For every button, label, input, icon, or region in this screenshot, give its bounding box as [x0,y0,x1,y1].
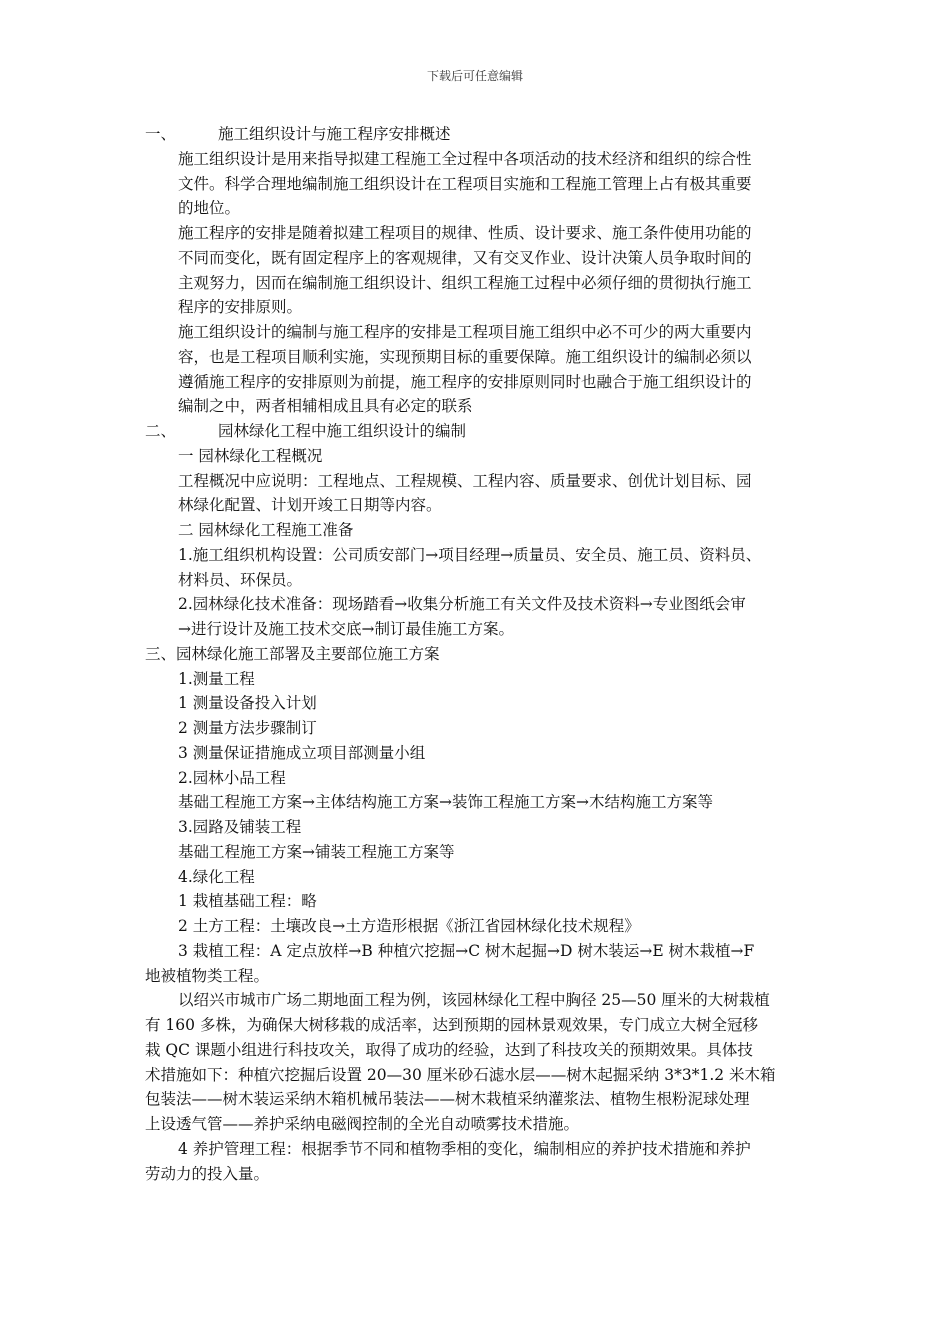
line-s2-b2: 材料员、环保员。 [178,570,303,589]
line-p4-1: 以绍兴市城市广场二期地面工程为例，该园林绿化工程中胸径 25—50 厘米的大树栽植 [178,991,770,1010]
line-s2-b3: 2.园林绿化技术准备：现场踏看→收集分析施工有关文件及技术资料→专业图纸会审 [178,595,746,614]
section-number: 一、 [145,125,177,143]
line-p4-5: 包装法——树木装运采纳木箱机械吊装法——树木栽植采纳灌浆法、植物生根粉泥球处理 [145,1090,750,1109]
line-s3-3a: 基础工程施工方案→铺装工程施工方案等 [178,842,455,861]
line-p3-1: 施工组织设计的编制与施工程序的安排是工程项目施工组织中必不可少的两大重要内 [178,323,752,341]
line-p4-3: 栽 QC 课题小组进行科技攻关，取得了成功的经验，达到了科技攻关的预期效果。具体技 [145,1040,753,1059]
line-s2-b: 二 园林绿化工程施工准备 [178,521,354,539]
page-header: 下载后可任意编辑 [426,69,523,83]
section-title: 施工组织设计与施工程序安排概述 [218,125,451,143]
line-p1-1: 施工组织设计是用来指导拟建工程施工全过程中各项活动的技术经济和组织的综合性 [178,149,752,168]
line-s3-1a: 1 测量设备投入计划 [178,694,317,713]
line-s3-4: 4.绿化工程 [178,867,255,886]
line-s3-4a: 1 栽植基础工程：略 [178,892,317,911]
line-p2-2: 不同而变化，既有固定程序上的客观规律，又有交叉作业、设计决策人员争取时间的 [178,248,752,267]
line-s3-1: 1.测量工程 [178,669,255,688]
line-s3-2a: 基础工程施工方案→主体结构施工方案→装饰工程施工方案→木结构施工方案等 [178,793,713,812]
line-p3-3: 遵循施工程序的安排原则为前提，施工程序的安排原则同时也融合于施工组织设计的 [178,372,752,391]
line-p5-2: 劳动力的投入量。 [145,1164,270,1183]
line-p2-4: 程序的安排原则。 [178,298,303,317]
line-s3-4c: 3 栽植工程：A 定点放样→B 种植穴挖掘→C 树木起掘→D 树木装运→E 树木栽植→F [178,941,755,960]
line-s3-3: 3.园路及铺装工程 [178,818,302,836]
line-s3-1b: 2 测量方法步骤制订 [178,719,317,737]
line-p3-2: 容，也是工程项目顺利实施，实现预期目标的重要保障。施工组织设计的编制必须以 [178,347,752,366]
line-s1-title [145,124,451,144]
line-p2-3: 主观努力，因而在编制施工组织设计、组织工程施工过程中必须仔细的贯彻执行施工 [178,273,752,292]
line-p4-2: 有 160 多株，为确保大树移栽的成活率，达到预期的园林景观效果，专门成立大树全冠移 [145,1016,758,1034]
line-s2-a1: 工程概况中应说明：工程地点、工程规模、工程内容、质量要求、创优计划目标、园 [178,471,752,490]
line-p1-3: 的地位。 [178,199,241,218]
line-s3-title: 三、园林绿化施工部署及主要部位施工方案 [145,644,440,663]
line-p4-4: 术措施如下：种植穴挖掘后设置 20—30 厘米砂石滤水层——树木起掘采纳 3*3*1.2 米木箱 [145,1065,776,1084]
line-p2-1: 施工程序的安排是随着拟建工程项目的规律、性质、设计要求、施工条件使用功能的 [178,224,752,242]
line-s3-4b: 2 土方工程：土壤改良→土方造形根据《浙江省园林绿化技术规程》 [178,917,640,935]
line-s3-1c: 3 测量保证措施成立项目部测量小组 [178,743,426,762]
section-title: 园林绿化工程中施工组织设计的编制 [218,422,467,440]
line-p5-1: 4 养护管理工程：根据季节不同和植物季相的变化，编制相应的养护技术措施和养护 [178,1139,751,1158]
line-s2-a: 一 园林绿化工程概况 [178,446,323,465]
line-s3-2: 2.园林小品工程 [178,768,286,787]
line-s2-b4: →进行设计及施工技术交底→制订最佳施工方案。 [178,620,514,638]
line-p4-6: 上设透气管——养护采纳电磁阀控制的全光自动喷雾技术措施。 [145,1115,580,1133]
line-s2-b1: 1.施工组织机构设置：公司质安部门→项目经理→质量员、安全员、施工员、资料员、 [178,545,762,564]
line-s2-a2: 林绿化配置、计划开竣工日期等内容。 [178,496,442,515]
line-s3-4d: 地被植物类工程。 [145,966,270,985]
line-s2-title [145,421,466,441]
section-number: 二、 [145,422,177,440]
line-p3-4: 编制之中，两者相辅相成且具有必定的联系 [178,397,473,416]
line-p1-2: 文件。科学合理地编制施工组织设计在工程项目实施和工程施工管理上占有极其重要 [178,174,752,193]
